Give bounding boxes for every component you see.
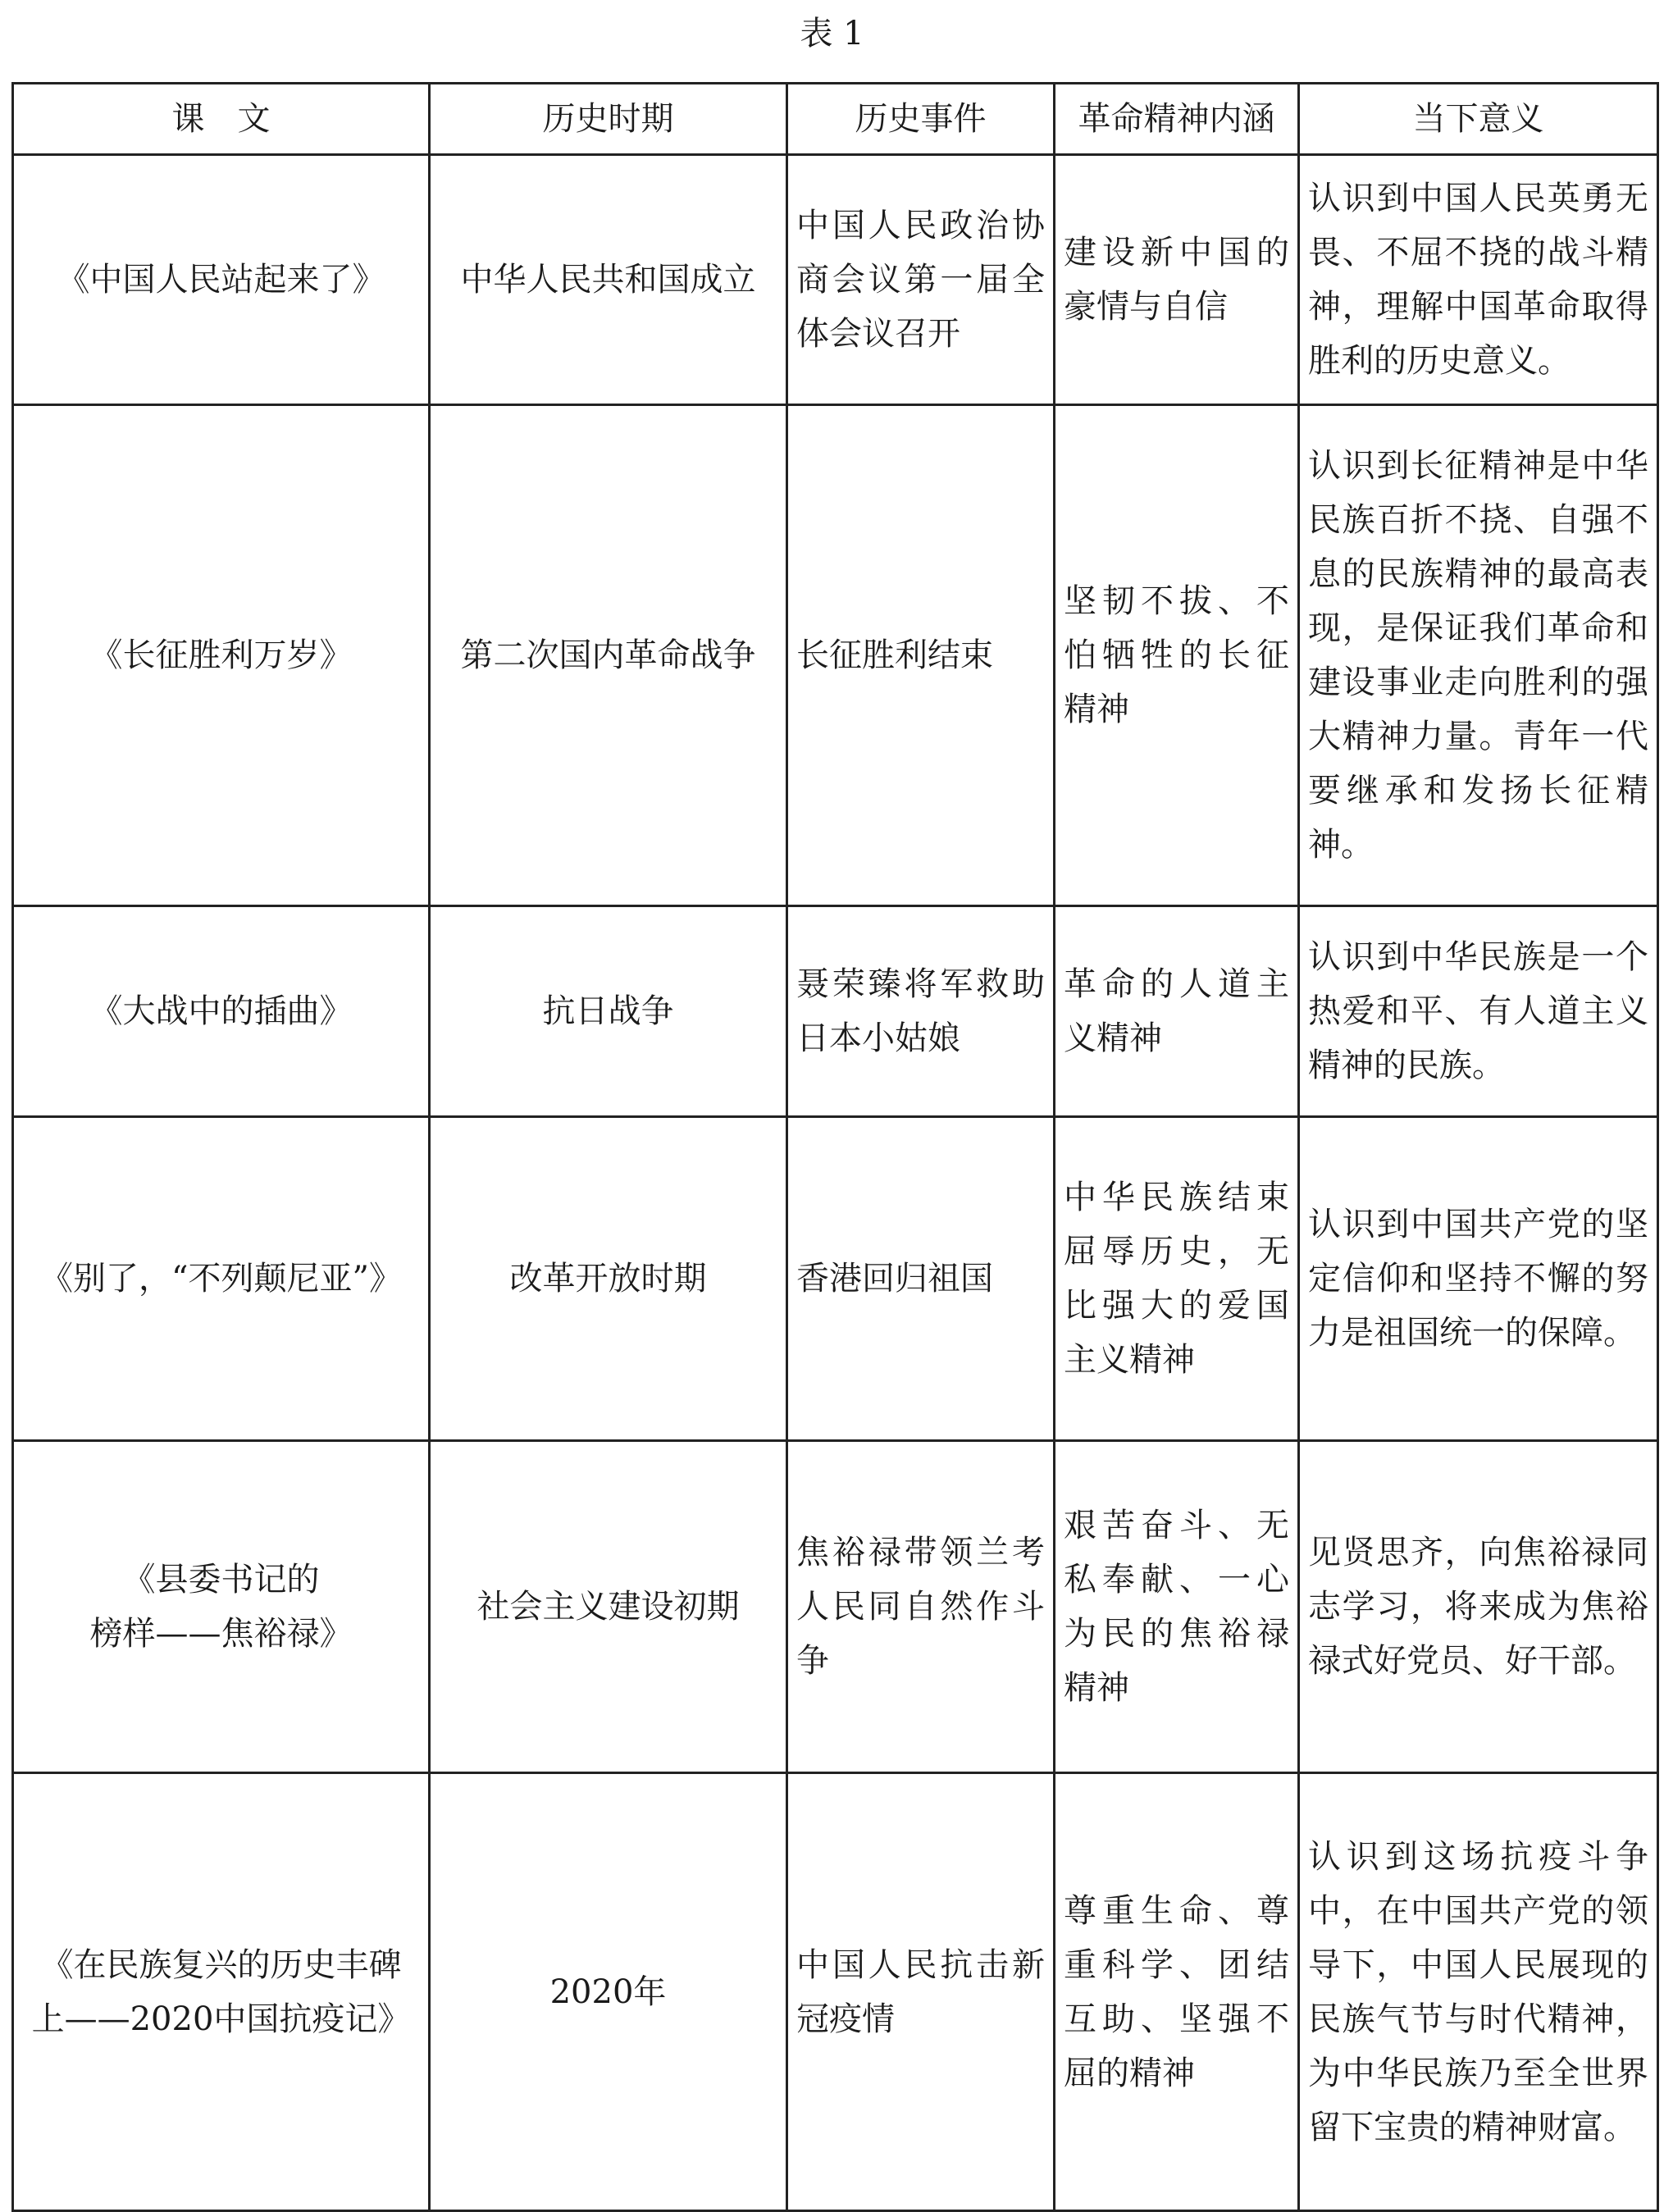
header-row xyxy=(13,84,1658,155)
cell-spirit: 尊重生命、尊重科学、团结互助、坚强不屈的精神 xyxy=(1055,1773,1299,2211)
cell-event: 香港回归祖国 xyxy=(787,1117,1055,1441)
table-row xyxy=(13,155,1658,405)
cell-text: 《中国人民站起来了》 xyxy=(13,155,430,405)
cell-period: 抗日战争 xyxy=(430,906,787,1117)
revolution-spirit-table xyxy=(11,82,1659,2212)
header-period: 历史时期 xyxy=(430,84,787,155)
cell-spirit: 中华民族结束屈辱历史，无比强大的爱国主义精神 xyxy=(1055,1117,1299,1441)
cell-period: 2020年 xyxy=(430,1773,787,2211)
cell-meaning: 见贤思齐，向焦裕禄同志学习，将来成为焦裕禄式好党员、好干部。 xyxy=(1299,1441,1658,1773)
cell-meaning: 认识到中国共产党的坚定信仰和坚持不懈的努力是祖国统一的保障。 xyxy=(1299,1117,1658,1441)
cell-text-line: 《县委书记的 xyxy=(122,1561,320,1599)
header-spirit: 革命精神内涵 xyxy=(1055,84,1299,155)
cell-text: 《长征胜利万岁》 xyxy=(13,405,430,906)
table-row xyxy=(13,906,1658,1117)
table-row xyxy=(13,1441,1658,1773)
cell-period: 改革开放时期 xyxy=(430,1117,787,1441)
cell-spirit: 建设新中国的豪情与自信 xyxy=(1055,155,1299,405)
cell-text-line: 榜样——焦裕禄》 xyxy=(89,1615,353,1653)
cell-event: 聂荣臻将军救助日本小姑娘 xyxy=(787,906,1055,1117)
header-meaning: 当下意义 xyxy=(1299,84,1658,155)
cell-text xyxy=(13,1441,430,1773)
cell-period: 社会主义建设初期 xyxy=(430,1441,787,1773)
cell-spirit: 坚韧不拔、不怕牺牲的长征精神 xyxy=(1055,405,1299,906)
cell-meaning: 认识到这场抗疫斗争中，在中国共产党的领导下，中国人民展现的民族气节与时代精神，为中华民族乃至全世界留下宝贵的精神财富。 xyxy=(1299,1773,1658,2211)
cell-spirit: 革命的人道主义精神 xyxy=(1055,906,1299,1117)
table-row xyxy=(13,1117,1658,1441)
cell-event: 焦裕禄带领兰考人民同自然作斗争 xyxy=(787,1441,1055,1773)
cell-meaning: 认识到中华民族是一个热爱和平、有人道主义精神的民族。 xyxy=(1299,906,1658,1117)
cell-event: 长征胜利结束 xyxy=(787,405,1055,906)
cell-text xyxy=(13,1773,430,2211)
cell-meaning: 认识到中国人民英勇无畏、不屈不挠的战斗精神，理解中国革命取得胜利的历史意义。 xyxy=(1299,155,1658,405)
cell-period: 第二次国内革命战争 xyxy=(430,405,787,906)
cell-text-line: 《在民族复兴的历史丰碑 xyxy=(40,1945,402,1984)
table-row xyxy=(13,405,1658,906)
table-caption: 表 1 xyxy=(800,15,864,52)
table-row xyxy=(13,1773,1658,2211)
cell-text-line: 上——2020中国抗疫记》 xyxy=(31,2000,411,2038)
cell-meaning: 认识到长征精神是中华民族百折不挠、自强不息的民族精神的最高表现，是保证我们革命和建设事业走向胜利的强大精神力量。青年一代要继承和发扬长征精神。 xyxy=(1299,405,1658,906)
cell-period: 中华人民共和国成立 xyxy=(430,155,787,405)
cell-event: 中国人民政治协商会议第一届全体会议召开 xyxy=(787,155,1055,405)
cell-text: 《别了，“不列颠尼亚”》 xyxy=(13,1117,430,1441)
cell-text: 《大战中的插曲》 xyxy=(13,906,430,1117)
cell-spirit: 艰苦奋斗、无私奉献、一心为民的焦裕禄精神 xyxy=(1055,1441,1299,1773)
header-text: 课 文 xyxy=(13,84,430,155)
cell-event: 中国人民抗击新冠疫情 xyxy=(787,1773,1055,2211)
header-event: 历史事件 xyxy=(787,84,1055,155)
